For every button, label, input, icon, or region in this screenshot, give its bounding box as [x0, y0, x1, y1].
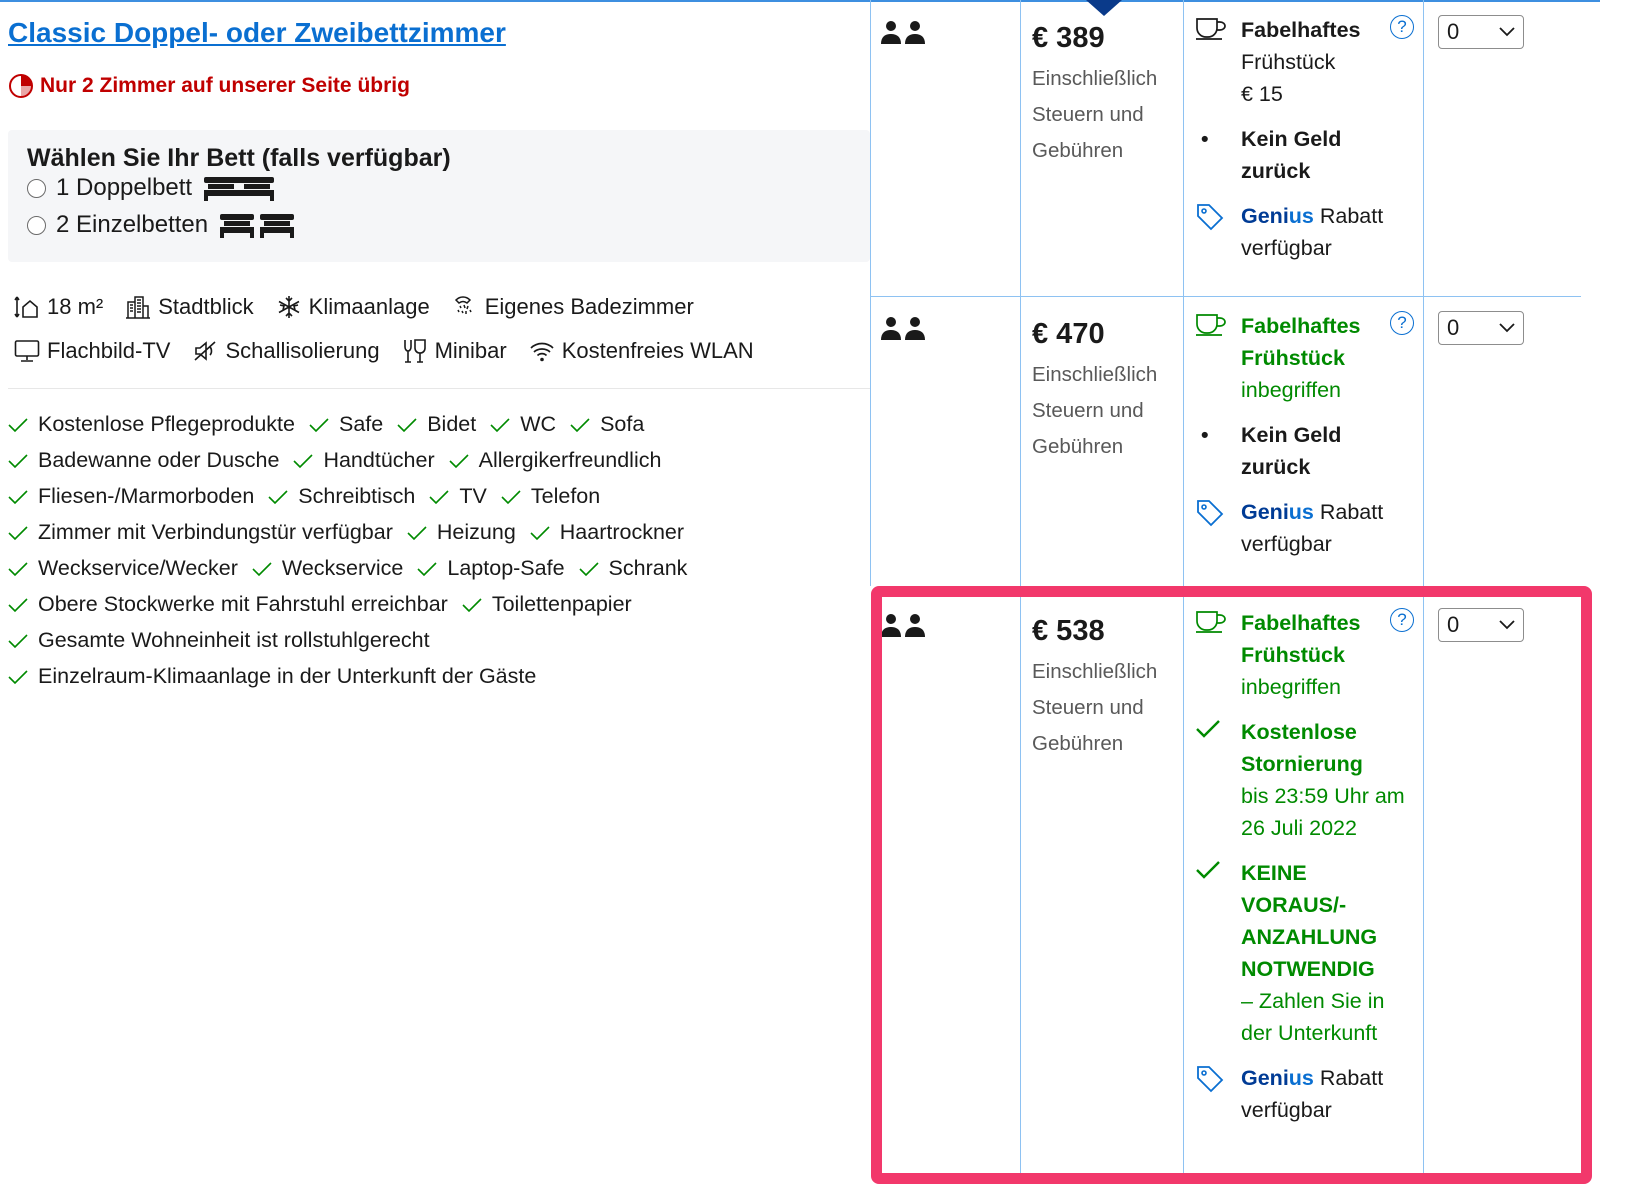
tag-icon	[1195, 202, 1225, 232]
two-persons-icon	[881, 20, 927, 44]
check-icon	[268, 489, 288, 505]
breakfast-condition: Fabelhaftes Frühstück inbegriffen	[1189, 607, 1414, 703]
scarcity-text: Nur 2 Zimmer auf unserer Seite übrig	[40, 74, 410, 97]
price-amount: € 538	[1032, 615, 1105, 647]
check-icon	[8, 633, 28, 649]
conditions-cell	[1189, 14, 1414, 264]
amenity-row	[8, 484, 614, 509]
checkmark-icon	[1195, 718, 1221, 740]
amenity-item: Fliesen-/Marmorboden	[8, 484, 254, 509]
double-bed-icon	[202, 175, 276, 201]
check-icon	[462, 597, 482, 613]
help-icon[interactable]: ?	[1390, 608, 1414, 632]
minibar-icon	[402, 338, 428, 364]
bed-option-label: 1 Doppelbett	[56, 174, 193, 201]
amenity-item: Heizung	[407, 520, 516, 545]
check-icon	[8, 525, 28, 541]
check-icon	[490, 417, 510, 433]
room-quantity-select[interactable]: 0	[1438, 311, 1524, 345]
amenity-item: TV	[429, 484, 486, 509]
check-icon	[530, 525, 550, 541]
facility-item: 18 m²	[14, 294, 103, 320]
amenity-item: Bidet	[397, 412, 476, 437]
check-icon	[449, 453, 469, 469]
occupancy-cell	[881, 20, 927, 49]
top-border	[0, 0, 1600, 2]
genius-logo: Genius	[1241, 1066, 1314, 1090]
amenity-item: Schrank	[579, 556, 688, 581]
amenity-item: Toilettenpapier	[462, 592, 632, 617]
breakfast-condition: Fabelhaftes Frühstück € 15	[1189, 14, 1414, 110]
genius-logo: Genius	[1241, 500, 1314, 524]
amenity-item: Safe	[309, 412, 383, 437]
amenity-item: Badewanne oder Dusche	[8, 448, 279, 473]
scarcity-message	[8, 73, 410, 99]
room-title-link[interactable]: Classic Doppel- oder Zweibettzimmer	[8, 17, 506, 48]
breakfast-condition: Fabelhaftes Frühstück inbegriffen	[1189, 310, 1414, 406]
check-icon	[293, 453, 313, 469]
occupancy-cell	[881, 316, 927, 345]
price-note: Einschließlich Steuern und Gebühren	[1032, 67, 1158, 162]
bed-option-label: 2 Einzelbetten	[56, 211, 209, 238]
amenity-item: WC	[490, 412, 556, 437]
table-row-divider	[870, 296, 1581, 297]
check-icon	[8, 669, 28, 685]
price-note: Einschließlich Steuern und Gebühren	[1032, 363, 1158, 458]
genius-logo: Genius	[1241, 204, 1314, 228]
amenity-item: Haartrockner	[530, 520, 684, 545]
amenity-item: Obere Stockwerke mit Fahrstuhl erreichbar	[8, 592, 448, 617]
facility-item: Kostenfreies WLAN	[529, 338, 754, 364]
refund-condition: • Kein Geld zurück	[1189, 123, 1414, 187]
check-icon	[570, 417, 590, 433]
price-cell	[1032, 22, 1187, 169]
room-quantity-select[interactable]: 0	[1438, 15, 1524, 49]
facility-item: Klimaanlage	[276, 294, 430, 320]
coffee-cup-icon	[1195, 609, 1227, 633]
refund-condition: • Kein Geld zurück	[1189, 419, 1414, 483]
tv-icon	[14, 339, 40, 363]
facility-item: Flachbild-TV	[14, 338, 170, 364]
amenity-item: Laptop-Safe	[417, 556, 564, 581]
check-icon	[501, 489, 521, 505]
amenity-item: Sofa	[570, 412, 644, 437]
amenity-row	[8, 628, 444, 653]
bed-choice-heading: Wählen Sie Ihr Bett (falls verfügbar)	[27, 144, 451, 172]
twin-beds-icon	[218, 212, 296, 238]
check-icon	[429, 489, 449, 505]
check-icon	[407, 525, 427, 541]
table-border	[1020, 0, 1021, 1180]
help-icon[interactable]: ?	[1390, 15, 1414, 39]
table-border	[1423, 0, 1424, 1180]
check-icon	[579, 561, 599, 577]
price-cell	[1032, 615, 1187, 762]
selected-column-pointer	[1086, 0, 1122, 16]
facility-item: Eigenes Badezimmer	[452, 294, 694, 320]
conditions-cell	[1189, 310, 1414, 560]
bullet-icon: •	[1201, 423, 1209, 447]
free-cancellation-condition: Kostenlose Stornierung bis 23:59 Uhr am 26 Juli 2022	[1189, 716, 1414, 844]
check-icon	[397, 417, 417, 433]
check-icon	[8, 597, 28, 613]
amenity-item: Schreibtisch	[268, 484, 415, 509]
facility-item: Stadtblick	[125, 294, 253, 320]
amenity-item: Weckservice	[252, 556, 403, 581]
check-icon	[8, 417, 28, 433]
radio-twin-beds[interactable]	[27, 216, 46, 235]
amenity-item: Weckservice/Wecker	[8, 556, 238, 581]
room-size-icon	[14, 295, 40, 319]
two-persons-icon	[881, 316, 927, 340]
shower-icon	[452, 294, 478, 320]
city-icon	[125, 294, 151, 320]
table-border	[1183, 0, 1184, 1180]
amenity-row	[8, 556, 701, 581]
bullet-icon: •	[1201, 127, 1209, 151]
price-amount: € 389	[1032, 22, 1105, 54]
no-prepayment-condition: KEINE VORAUS/-ANZAHLUNG NOTWENDIG – Zahlen Sie in der Unterkunft	[1189, 857, 1414, 1049]
facility-item: Minibar	[402, 338, 507, 364]
facilities-row	[14, 294, 874, 320]
genius-discount: Genius Rabatt verfügbar	[1189, 200, 1414, 264]
amenity-item: Handtücher	[293, 448, 434, 473]
help-icon[interactable]: ?	[1390, 311, 1414, 335]
amenity-item: Einzelraum-Klimaanlage in der Unterkunft der Gäste	[8, 664, 536, 689]
amenity-item: Gesamte Wohneinheit ist rollstuhlgerecht	[8, 628, 430, 653]
price-note: Einschließlich Steuern und Gebühren	[1032, 660, 1158, 755]
genius-discount: Genius Rabatt verfügbar	[1189, 496, 1414, 560]
check-icon	[252, 561, 272, 577]
check-icon	[417, 561, 437, 577]
facility-item: Schallisolierung	[192, 338, 379, 364]
amenity-item: Allergikerfreundlich	[449, 448, 662, 473]
two-persons-icon	[881, 613, 927, 637]
coffee-cup-icon	[1195, 312, 1227, 336]
amenity-item: Telefon	[501, 484, 600, 509]
amenity-item: Kostenlose Pflegeprodukte	[8, 412, 295, 437]
chevron-down-icon	[1499, 27, 1515, 37]
radio-double-bed[interactable]	[27, 179, 46, 198]
bed-option-double[interactable]	[27, 174, 276, 202]
check-icon	[309, 417, 329, 433]
bed-option-twin[interactable]	[27, 211, 296, 239]
check-icon	[8, 453, 28, 469]
section-divider	[8, 388, 870, 389]
bed-choice-panel	[8, 130, 870, 262]
chevron-down-icon	[1499, 323, 1515, 333]
facilities-row	[14, 338, 874, 364]
coffee-cup-icon	[1195, 16, 1227, 40]
checkmark-icon	[1195, 859, 1221, 881]
snowflake-icon	[276, 294, 302, 320]
check-icon	[8, 561, 28, 577]
genius-discount: Genius Rabatt verfügbar	[1189, 1062, 1414, 1126]
table-border-left	[870, 0, 871, 586]
amenity-row	[8, 520, 698, 545]
check-icon	[8, 489, 28, 505]
amenity-item: Zimmer mit Verbindungstür verfügbar	[8, 520, 393, 545]
conditions-cell	[1189, 607, 1414, 1126]
chevron-down-icon	[1499, 620, 1515, 630]
amenity-row	[8, 448, 675, 473]
amenity-row	[8, 412, 658, 437]
price-cell	[1032, 318, 1187, 465]
amenity-row	[8, 592, 646, 617]
tag-icon	[1195, 1064, 1225, 1094]
price-amount: € 470	[1032, 318, 1105, 350]
room-quantity-select[interactable]: 0	[1438, 608, 1524, 642]
amenity-row	[8, 664, 550, 689]
pie-clock-icon	[8, 73, 34, 99]
wifi-icon	[529, 339, 555, 363]
tag-icon	[1195, 498, 1225, 528]
occupancy-cell	[881, 613, 927, 642]
soundproof-icon	[192, 339, 218, 363]
